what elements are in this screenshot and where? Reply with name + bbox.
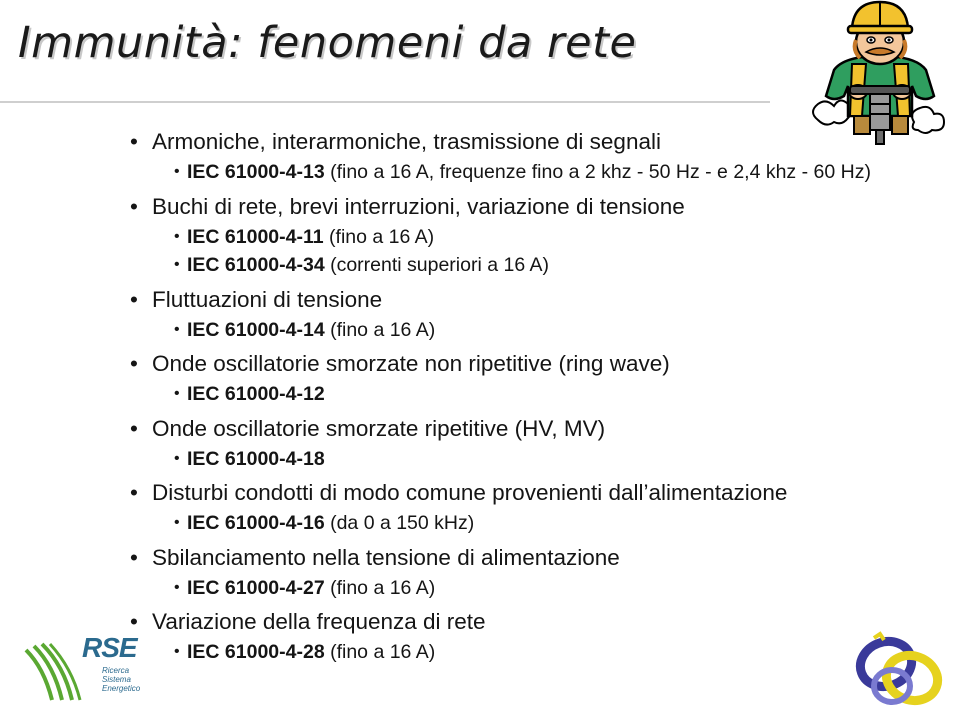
standard-code: IEC 61000-4-14: [187, 318, 325, 341]
standard-item: [174, 158, 947, 187]
interlocking-rings-icon: [846, 628, 954, 716]
bullet-voltage-dips: [130, 191, 950, 284]
standard-item: [174, 509, 947, 538]
standard-code: IEC 61000-4-13: [187, 161, 325, 183]
bullet-text: • Onde oscillatorie smorzate ripetitive (HV, MV): [130, 413, 950, 445]
bullet-text: • Variazione della frequenza di rete: [130, 606, 950, 638]
title-divider: [0, 101, 770, 103]
standard-item: [174, 223, 947, 252]
rse-tagline-line: Sistema: [102, 675, 131, 684]
standard-code: IEC 61000-4-11: [187, 225, 324, 248]
bullet-text: • Sbilanciamento nella tensione di alimentazione: [130, 542, 950, 574]
bullet-unbalance: [130, 542, 950, 607]
bullet-text: • Buchi di rete, brevi interruzioni, variazione di tensione: [130, 191, 950, 223]
standard-note: (da 0 a 150 kHz): [324, 512, 475, 534]
slide-title: Immunità: fenomeni da rete: [18, 18, 637, 68]
bullet-harmonics: [130, 126, 950, 191]
standard-code: IEC 61000-4-16: [187, 512, 325, 534]
rse-wordmark: RSE: [82, 632, 137, 663]
standard-item: [174, 316, 947, 345]
standard-code: IEC 61000-4-34: [187, 254, 325, 276]
bullet-list: [130, 126, 950, 671]
bullet-text: • Fluttuazioni di tensione: [130, 284, 950, 316]
standard-note: (fino a 16 A, frequenze fino a 2 khz - 50 Hz - e 2,4 khz - 60 Hz): [324, 161, 871, 183]
standard-item: [174, 638, 947, 667]
standard-note: (correnti superiori a 16 A): [324, 254, 550, 276]
bullet-frequency-variation: [130, 606, 950, 671]
standard-note: (fino a 16 A): [324, 641, 436, 663]
standard-note: (fino a 16 A): [323, 225, 435, 248]
bullet-voltage-fluctuations: [130, 284, 950, 349]
rse-tagline-line: Ricerca: [102, 666, 130, 675]
rse-tagline: [102, 666, 140, 693]
bullet-text: • Onde oscillatorie smorzate non ripetitive (ring wave): [130, 348, 950, 380]
rse-tagline-line: Energetico: [102, 684, 141, 693]
rse-logo: [20, 632, 150, 712]
standard-code: IEC 61000-4-18: [187, 447, 325, 470]
bullet-common-mode: [130, 477, 950, 542]
rse-swoosh-icon: [20, 632, 90, 712]
bullet-damped-oscillatory: [130, 413, 950, 478]
bullet-ring-wave: [130, 348, 950, 413]
standard-item: [174, 445, 947, 474]
bullet-text: • Armoniche, interarmoniche, trasmissione di segnali: [130, 126, 950, 158]
standard-note: (fino a 16 A): [324, 576, 436, 599]
standard-code: IEC 61000-4-28: [187, 641, 325, 663]
standard-item: [174, 380, 947, 409]
standard-note: (fino a 16 A): [324, 318, 436, 341]
standard-item: [174, 574, 947, 603]
standard-code: IEC 61000-4-12: [187, 383, 325, 405]
standard-code: IEC 61000-4-27: [187, 576, 325, 599]
bullet-text: • Disturbi condotti di modo comune provenienti dall’alimentazione: [130, 477, 950, 509]
standard-item: [174, 251, 947, 280]
